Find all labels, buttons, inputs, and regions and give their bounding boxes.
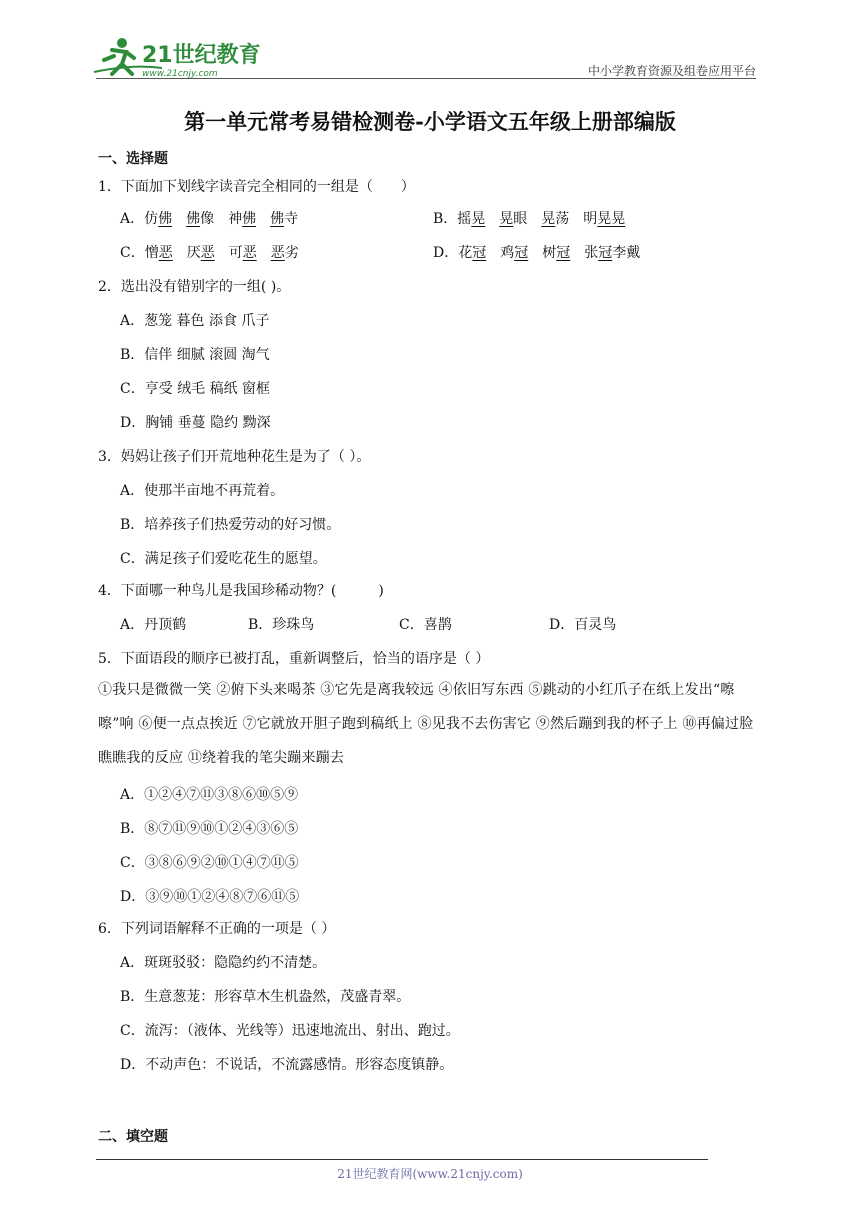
question-1-stem: 1．下面加下划线字读音完全相同的一组是（ ） xyxy=(98,179,415,195)
header-platform-text: 中小学教育资源及组卷应用平台 xyxy=(587,64,756,78)
question-2-option-c: C．亨受 绒毛 稿纸 窗框 xyxy=(120,381,271,397)
question-5-option-c: C．③⑧⑥⑨②⑩①④⑦⑪⑤ xyxy=(120,855,299,871)
footer-divider xyxy=(96,1159,708,1160)
section-heading-fill: 二、填空题 xyxy=(98,1129,168,1145)
question-1-option-b: B．摇晃 晃眼 晃荡 明晃晃 xyxy=(433,211,626,227)
question-5-option-b: B．⑧⑦⑪⑨⑩①②④③⑥⑤ xyxy=(120,821,299,837)
question-3-stem: 3．妈妈让孩子们开荒地种花生是为了（ ）。 xyxy=(98,449,371,465)
question-3-option-a: A．使那半亩地不再荒着。 xyxy=(120,483,285,499)
question-2-stem: 2．选出没有错别字的一组( )。 xyxy=(98,279,291,295)
question-1-option-a: A．仿佛 佛像 神佛 佛寺 xyxy=(120,211,299,227)
question-6-option-c: C．流泻：（液体、光线等）迅速地流出、射出、跑过。 xyxy=(120,1023,460,1039)
question-5-stem: 5．下面语段的顺序已被打乱，重新调整后，恰当的语序是（ ） xyxy=(98,651,490,667)
question-1-option-c: C．憎恶 厌恶 可恶 恶劣 xyxy=(120,245,299,261)
logo-text: 21世纪教育 xyxy=(142,43,261,68)
site-logo xyxy=(92,34,262,80)
question-6-option-b: B．生意葱茏：形容草木生机盎然，茂盛青翠。 xyxy=(120,989,411,1005)
question-6-option-d: D．不动声色：不说话，不流露感情。形容态度镇静。 xyxy=(120,1057,454,1073)
page-title: 第一单元常考易错检测卷-小学语文五年级上册部编版 xyxy=(184,109,676,134)
question-5-passage: ①我只是微微一笑 ②俯下头来喝茶 ③它先是离我较远 ④依旧写东西 ⑤跳动的小红爪子在纸上发出“嚓嚓”响 ⑥便一点点挨近 ⑦它就放开胆子跑到稿纸上 ⑧见我不去伤害它 ⑨然后蹦到我的杯子上 ⑩再偏过脸瞧瞧我的反应 ⑪绕着我的笔尖蹦来蹦去 xyxy=(98,682,754,766)
question-1-option-d: D．花冠 鸡冠 树冠 张冠李戴 xyxy=(433,245,641,261)
question-6-option-a: A．斑斑驳驳：隐隐约约不清楚。 xyxy=(120,955,327,971)
question-5-option-a: A．①②④⑦⑪③⑧⑥⑩⑤⑨ xyxy=(120,787,299,803)
question-4-option-b: B．珍珠鸟 xyxy=(248,617,315,633)
footer-link[interactable]: 21世纪教育网(www.21cnjy.com) xyxy=(337,1167,523,1181)
question-2-option-b: B．信伴 细腻 滚圆 淘气 xyxy=(120,347,270,363)
question-4-option-a: A．丹顶鹤 xyxy=(120,617,187,633)
question-4-option-d: D．百灵鸟 xyxy=(549,617,617,633)
question-3-option-c: C．满足孩子们爱吃花生的愿望。 xyxy=(120,551,327,567)
question-6-stem: 6．下列词语解释不正确的一项是（ ） xyxy=(98,921,336,937)
header-divider xyxy=(96,78,756,79)
question-4-option-c: C．喜鹊 xyxy=(399,617,452,633)
logo-url: www.21cnjy.com xyxy=(142,69,218,79)
section-heading-choice: 一、选择题 xyxy=(98,151,168,167)
question-2-option-d: D．胸铺 垂蔓 隐约 黝深 xyxy=(120,415,271,431)
question-4-stem: 4．下面哪一种鸟儿是我国珍稀动物？( ) xyxy=(98,583,384,599)
question-3-option-b: B．培养孩子们热爱劳动的好习惯。 xyxy=(120,517,341,533)
question-5-option-d: D．③⑨⑩①②④⑧⑦⑥⑪⑤ xyxy=(120,889,300,905)
question-2-option-a: A．葱笼 暮色 添食 爪子 xyxy=(120,313,270,329)
